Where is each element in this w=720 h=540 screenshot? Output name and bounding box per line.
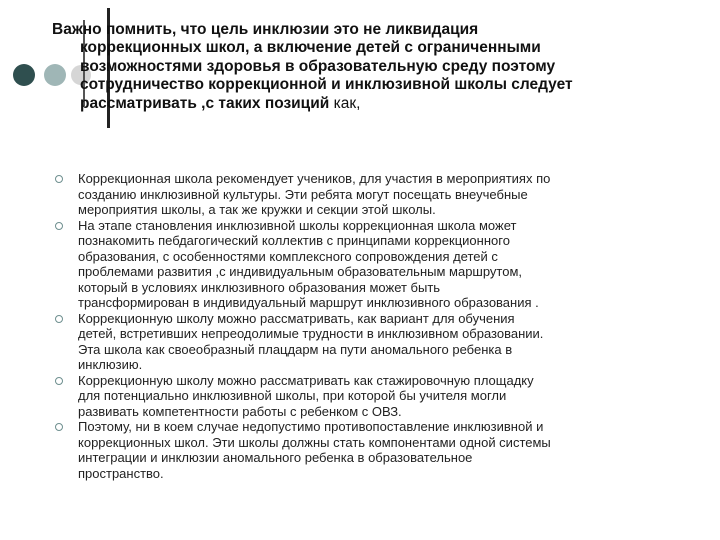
bullet-ring-icon: [55, 222, 63, 230]
title-line: коррекционных школ, а включение детей с ограниченными: [80, 39, 541, 57]
bullet-text-line: Поэтому, ни в коем случае недопустимо противопоставление инклюзивной и: [78, 419, 544, 434]
bullet-item: [52, 218, 672, 311]
bullet-text-line: развивать компетентности работы с ребенком с ОВЗ.: [78, 403, 402, 419]
bullet-item: [52, 373, 672, 420]
title-line-bold: рассматривать ,с таких позиций: [80, 94, 330, 112]
title-line: сотрудничество коррекционной и инклюзивной школы следует: [80, 76, 573, 94]
bullet-text-line: проблемами развития ,с индивидуальным образовательным маршрутом,: [78, 264, 523, 279]
title-line: возможностями здоровья в образовательную среду поэтому: [80, 57, 556, 75]
bullet-text-line: познакомить пебдагогический коллектив с принципами коррекционного: [78, 233, 510, 248]
bullet-text-line: Коррекционную школу можно рассматривать, как вариант для обучения: [78, 310, 515, 326]
bullet-ring-icon: [55, 175, 63, 183]
bullet-text-line: детей, встретивших непреодолимые трудности в инклюзивном образовании.: [78, 326, 544, 341]
bullet-text-line: образования, с особенностями комплексного сопровождения детей с: [78, 248, 498, 264]
bullet-text-line: для потенциально инклюзивной школы, при которой бы учителя могли: [78, 388, 507, 403]
bullet-text-line: интеграции и инклюзии аномального ребенка в образовательное: [78, 450, 473, 465]
bullet-list: [52, 171, 672, 481]
bullet-text-line: Коррекционная школа рекомендует учеников, для участия в мероприятиях по: [78, 171, 551, 186]
bullet-item: [52, 311, 672, 373]
bullet-item: [52, 419, 672, 481]
title-line: Важно помнить, что цель инклюзии это не ликвидация: [52, 21, 479, 38]
bullet-text-line: инклюзию.: [78, 357, 143, 372]
bullet-text-line: трансформирован в индивидуальный маршрут инклюзивного образования .: [78, 295, 539, 310]
bullet-item: [52, 171, 672, 218]
bullet-text-line: коррекционных школ. Эти школы должны стать компонентами одной системы: [78, 434, 551, 450]
bullet-text-line: Коррекционную школу можно рассматривать как стажировочную площадку: [78, 372, 534, 388]
bullet-text-line: мероприятия школы, а так же кружки и секции этой школы.: [78, 202, 436, 217]
bullet-text-line: пространство.: [78, 465, 164, 481]
slide-title: [52, 21, 652, 113]
bullet-text-line: созданию инклюзивной культуры. Эти ребята могут посещать внеучебные: [78, 186, 528, 202]
bullet-text-line: Эта школа как своеобразный плацдарм на пути аномального ребенка в: [78, 341, 513, 357]
title-line-normal: как,: [329, 94, 361, 112]
bullet-text-line: На этапе становления инклюзивной школы коррекционная школа может: [78, 217, 517, 233]
dark-circle-decoration: [13, 64, 35, 86]
bullet-ring-icon: [55, 423, 63, 431]
bullet-ring-icon: [55, 377, 63, 385]
bullet-ring-icon: [55, 315, 63, 323]
title-line: [80, 95, 652, 113]
bullet-text-line: который в условиях инклюзивного образования может быть: [78, 279, 441, 295]
